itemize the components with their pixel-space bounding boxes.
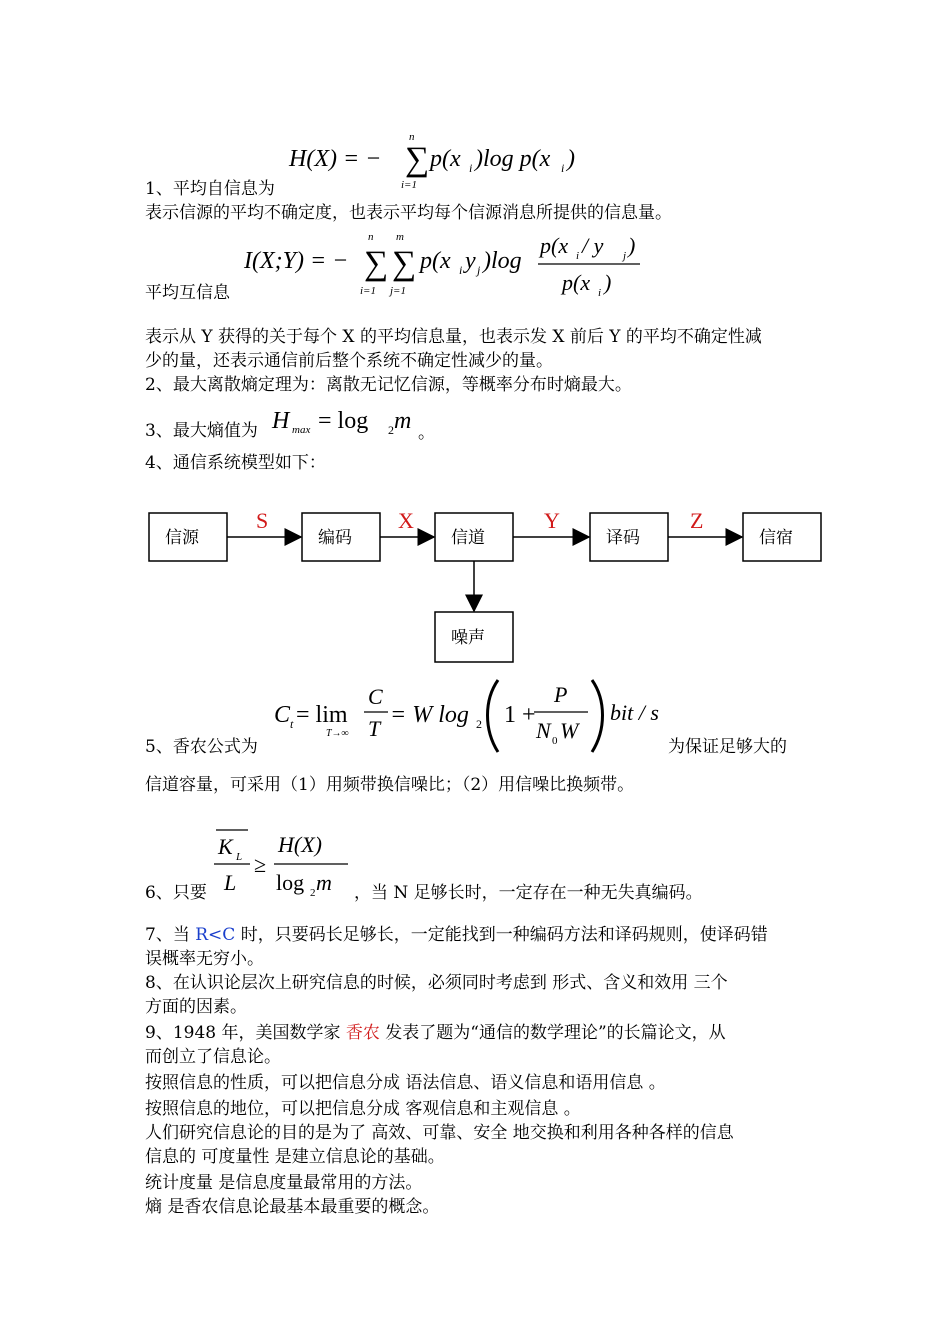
svg-text:t: t	[290, 717, 294, 731]
svg-text:m: m	[394, 408, 412, 434]
svg-text:≥: ≥	[254, 852, 267, 877]
text-line-18: 按照信息的性质，可以把信息分成 语法信息、语义信息和语用信息 。	[145, 1073, 666, 1093]
box-decoder-label: 译码	[606, 528, 640, 548]
svg-text:N: N	[536, 718, 551, 743]
svg-text:2: 2	[388, 423, 394, 437]
svg-text:= log: = log	[318, 408, 369, 434]
svg-text:= lim: = lim	[296, 702, 348, 728]
box-channel-label: 信道	[451, 528, 485, 548]
box-source-label: 信源	[165, 528, 199, 548]
formula-entropy	[285, 128, 585, 190]
svg-text:j: j	[623, 250, 627, 262]
text-line-17: 而创立了信息论。	[145, 1047, 281, 1067]
svg-text:1 +: 1 +	[504, 702, 536, 728]
svg-text:L: L	[224, 870, 237, 895]
svg-text:): )	[628, 233, 636, 258]
text-line-16: 9、1948 年，美国数学家 香农 发表了题为“通信的数学理论”的长篇论文，从	[145, 1023, 726, 1043]
svg-text:0: 0	[552, 735, 558, 747]
text-line-6: 2、最大离散熵定理为：离散无记忆信源，等概率分布时熵最大。	[145, 375, 632, 395]
signal-y: Y	[544, 508, 560, 533]
text-line-12: 7、当 R<C 时，只要码长足够长，一定能找到一种编码方法和译码规则，使译码错	[145, 925, 768, 945]
svg-text:T: T	[368, 716, 381, 741]
formula-entropy-body: p(x	[430, 146, 461, 172]
formula-entropy-mid: )log p(x	[475, 146, 551, 172]
formula-shannon	[270, 672, 670, 756]
svg-text:m: m	[316, 870, 332, 895]
svg-text:i: i	[459, 263, 463, 277]
svg-text:C: C	[368, 684, 383, 709]
subscript: i	[469, 161, 473, 175]
svg-text:max: max	[292, 424, 311, 436]
text-line-23: 熵 是香农信息论最基本最重要的概念。	[145, 1197, 440, 1217]
box-encoder-label: 编码	[318, 528, 352, 548]
svg-text:p(x: p(x	[540, 233, 569, 258]
text-line-15: 方面的因素。	[145, 997, 247, 1017]
signal-x: X	[398, 508, 414, 533]
subscript: i	[561, 161, 565, 175]
text-line-21: 信息的 可度量性 是建立信息论的基础。	[145, 1147, 445, 1167]
text-line-9a: 5、香农公式为	[145, 737, 258, 757]
text-line-4: 表示从 Y 获得的关于每个 X 的平均信息量，也表示发 X 前后 Y 的平均不确定性减	[145, 327, 762, 347]
svg-text:2: 2	[476, 717, 482, 731]
signal-z: Z	[690, 508, 704, 533]
formula-entropy-end: )	[567, 146, 575, 172]
svg-text:bit / s: bit / s	[610, 700, 659, 725]
text-line-14: 8、在认识论层次上研究信息的时候，必须同时考虑到 形式、含义和效用 三个	[145, 973, 728, 993]
text-line-8: 4、通信系统模型如下：	[145, 453, 326, 473]
svg-text:i=1: i=1	[360, 285, 376, 297]
svg-text:P: P	[554, 682, 568, 707]
r-less-c: R<C	[195, 925, 236, 945]
text-line-1: 1、平均自信息为	[145, 179, 275, 199]
sum-bottom: i=1	[401, 179, 417, 190]
text-line-3: 平均互信息	[145, 283, 230, 303]
sum-symbol: ∑	[405, 141, 430, 178]
svg-text:p(x: p(x	[420, 248, 451, 274]
svg-text:y: y	[465, 248, 476, 274]
text-line-9b: 为保证足够大的	[668, 737, 787, 757]
text-line-2: 表示信源的平均不确定度，也表示平均每个信源消息所提供的信息量。	[145, 203, 672, 223]
formula-mutual-info	[240, 228, 650, 300]
communication-system-diagram	[140, 500, 840, 670]
svg-text:m: m	[396, 231, 404, 243]
signal-s: S	[256, 508, 269, 533]
formula-coding-condition	[210, 824, 360, 900]
svg-text:L: L	[236, 851, 243, 863]
svg-text:W: W	[560, 718, 579, 743]
box-noise-label: 噪声	[451, 628, 485, 648]
svg-text:log: log	[276, 870, 305, 895]
text-line-10: 信道容量，可采用（1）用频带换信噪比；（2）用信噪比换频带。	[145, 775, 635, 795]
svg-text:)log: )log	[483, 248, 522, 274]
svg-text:j: j	[477, 263, 481, 277]
box-sink-label: 信宿	[759, 528, 793, 548]
text-line-22: 统计度量 是信息度量最常用的方法。	[145, 1173, 423, 1193]
text-line-7b: 。	[418, 423, 435, 443]
svg-text:/ y: / y	[582, 233, 604, 258]
svg-text:H: H	[272, 408, 290, 434]
formula-mi-lhs: I(X;Y) = −	[244, 248, 349, 274]
text-line-20: 人们研究信息论的目的是为了 高效、可靠、安全 地交换和利用各种各样的信息	[145, 1123, 734, 1143]
svg-text:C: C	[274, 702, 291, 728]
sum-symbol: ∑	[364, 245, 389, 282]
text-line-11a: 6、只要	[145, 883, 207, 903]
shannon-name: 香农	[345, 1023, 380, 1043]
svg-text:n: n	[368, 231, 374, 243]
svg-text:): )	[604, 270, 612, 295]
svg-text:H(X): H(X)	[278, 832, 322, 857]
svg-text:i: i	[576, 250, 580, 262]
text-line-19: 按照信息的地位，可以把信息分成 客观信息和主观信息 。	[145, 1099, 581, 1119]
svg-text:T→∞: T→∞	[326, 728, 349, 739]
formula-max-entropy	[270, 402, 420, 442]
svg-text:2: 2	[310, 887, 316, 899]
text-line-5: 少的量，还表示通信前后整个系统不确定性减少的量。	[145, 351, 553, 371]
svg-text:p(x: p(x	[562, 270, 591, 295]
formula-entropy-lhs: H(X) = −	[289, 146, 382, 172]
text-line-13: 误概率无穷小。	[145, 949, 264, 969]
svg-text:j=1: j=1	[390, 285, 406, 297]
text-line-7a: 3、最大熵值为	[145, 421, 258, 441]
svg-text:i: i	[598, 287, 602, 299]
sum-symbol: ∑	[392, 245, 417, 282]
text-line-11b: ，当 N 足够长时，一定存在一种无失真编码。	[354, 883, 703, 903]
svg-text:= W log: = W log	[390, 702, 469, 728]
sum-top: n	[409, 131, 415, 143]
svg-text:K: K	[218, 834, 233, 859]
